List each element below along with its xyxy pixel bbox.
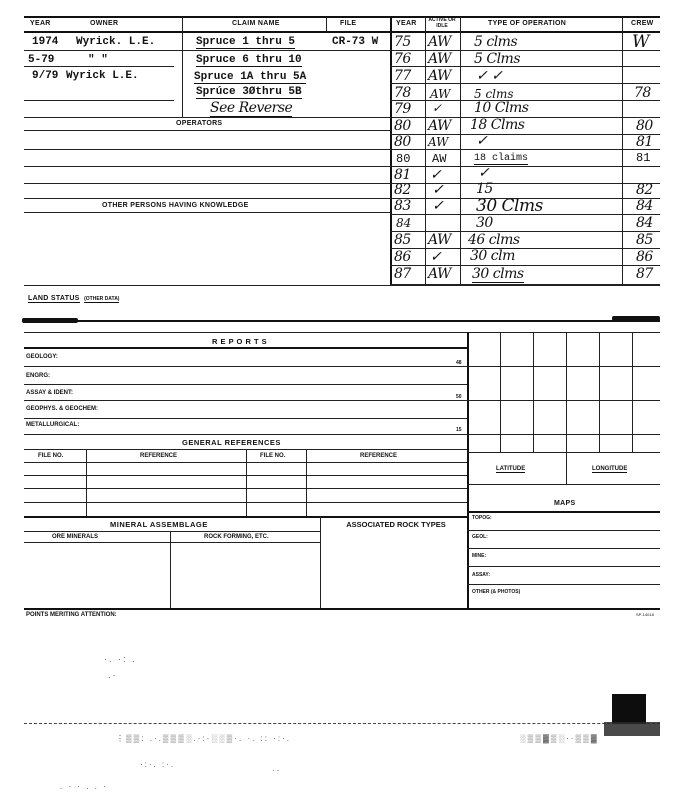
associated-rock-types-label: ASSOCIATED ROCK TYPES (346, 520, 446, 529)
scan-noise: . · · . . · (60, 782, 108, 791)
activity-operation: 30 (476, 215, 493, 231)
activity-year: 80 (394, 118, 411, 134)
other-persons-label: OTHER PERSONS HAVING KNOWLEDGE (102, 202, 249, 209)
owner-line-2 (24, 66, 174, 67)
active-type-divider (460, 17, 461, 285)
activity-year: 87 (394, 266, 411, 282)
owner-row-2-owner: " " (88, 54, 108, 66)
report-line-2 (24, 384, 467, 385)
header-rule (24, 31, 660, 33)
activity-crew: W (632, 32, 649, 52)
owner-row-2-year: 5-79 (28, 54, 55, 66)
report-geology-num: 48 (456, 360, 462, 366)
activity-status: ✓ (430, 249, 442, 265)
owner-row-4-claim: Sprúce 3Øthru 5B (196, 86, 302, 98)
land-status-label (28, 287, 119, 305)
operators-line-2 (24, 149, 390, 150)
ref-line-4 (24, 516, 467, 518)
reports-title: R E P O R T S (212, 337, 268, 346)
maps-title: MAPS (554, 500, 576, 507)
map-line-2 (467, 548, 660, 549)
col-year-header: YEAR (30, 20, 51, 27)
scan-block (612, 694, 646, 724)
assoc-divider (320, 516, 321, 608)
activity-operation: ✓ (476, 133, 488, 149)
activity-operation: 18 Clms (470, 117, 525, 133)
ref-col-file-no-1: FILE NO. (38, 453, 64, 459)
report-engrg-label: ENGRG: (26, 373, 50, 379)
mineral-assemblage-title: MINERAL ASSEMBLAGE (110, 520, 208, 529)
ref-col-reference-2: REFERENCE (360, 453, 398, 459)
activity-operation: 10 Clms (474, 100, 529, 116)
reports-title-rule (24, 347, 467, 349)
owner-row-1-year: 1974 (32, 36, 59, 48)
longitude-label: LONGITUDE (592, 466, 628, 472)
operators-line-4 (24, 183, 390, 184)
activity-year: 81 (394, 167, 411, 183)
activity-year: 85 (394, 232, 411, 248)
grid-h (467, 434, 660, 435)
year-active-divider (425, 17, 426, 285)
activity-status: AW (428, 68, 451, 84)
report-assay-num: 50 (456, 394, 462, 400)
scan-noise: ·:·. :·. (140, 760, 176, 769)
activity-year: 80 (394, 134, 411, 150)
activity-operation: 46 clms (468, 232, 520, 248)
ref-col-reference-1: REFERENCE (140, 453, 178, 459)
rock-forming-label: ROCK FORMING, ETC. (204, 534, 269, 540)
col-owner-header: OWNER (90, 20, 119, 27)
scan-noise: ░▒▒▓▒░··▒▒▓ (520, 734, 599, 743)
activity-status: AW (428, 51, 451, 67)
map-geol-label: GEOL: (472, 534, 488, 540)
owner-row-3-claim: Spruce 1A thru 5A (194, 71, 307, 83)
activity-crew: 80 (636, 118, 653, 134)
land-status-sub: (OTHER DATA) (84, 296, 120, 302)
mineral-divider (170, 531, 171, 608)
activity-status: AW (430, 87, 451, 101)
activity-status: ✓ (432, 182, 444, 198)
activity-operation: 18 claims (474, 153, 529, 164)
activity-status: AW (428, 135, 449, 149)
report-metallurgical-num: 15 (456, 427, 462, 433)
map-assay-label: ASSAY: (472, 572, 491, 578)
ref-divider-3 (306, 449, 307, 516)
activity-crew: 81 (636, 134, 653, 150)
maps-title-rule (467, 511, 660, 513)
activity-operation: 5 Clms (474, 51, 521, 67)
top-rule (24, 16, 660, 18)
activity-operation: ✓ (478, 165, 490, 181)
report-metallurgical-label: METALLURGICAL: (26, 422, 80, 428)
grid-h (467, 400, 660, 401)
report-line-1 (24, 366, 467, 367)
scan-block (604, 722, 660, 736)
grid-h (467, 366, 660, 367)
activity-crew: 87 (636, 266, 653, 282)
owner-row-1-claim: Spruce 1 thru 5 (196, 36, 296, 48)
activity-crew: 78 (634, 85, 651, 101)
report-line-3 (24, 400, 467, 401)
activity-crew: 82 (636, 182, 653, 198)
bottom-rule (24, 608, 660, 610)
owner-claim-divider (182, 17, 183, 117)
activity-crew: 84 (636, 215, 653, 231)
scan-noise: .· (108, 670, 118, 680)
activity-operation: 30 Clms (476, 196, 543, 216)
ref-divider-2 (246, 449, 247, 516)
mineral-col-rule (24, 542, 320, 543)
activity-operation: 15 (476, 181, 493, 197)
points-meriting-attention-label: POINTS MERITING ATTENTION: (26, 612, 117, 618)
operators-line-3 (24, 166, 390, 167)
activity-status: ✓ (432, 198, 444, 214)
scan-noise: ·· (272, 766, 282, 775)
report-assay-label: ASSAY & IDENT: (26, 390, 74, 396)
col-crew-header: CREW (631, 20, 654, 27)
owner-row-1-owner: Wyrick. L.E. (76, 36, 156, 48)
scan-noise: ·. ·: . (104, 654, 137, 664)
owner-row-3-year: 9/79 (32, 70, 59, 82)
owner-line-1 (24, 50, 390, 51)
general-references-title: GENERAL REFERENCES (182, 438, 281, 447)
reports-outer-top (24, 332, 660, 333)
activity-crew: 81 (636, 151, 651, 165)
activity-operation: 5 clms (474, 34, 518, 50)
owner-row-3-owner: Wyrick L.E. (66, 70, 139, 82)
latlong-bottom-rule (467, 484, 660, 485)
report-line-5 (24, 434, 467, 435)
col-year2-header: YEAR (396, 20, 417, 27)
see-reverse-note: See Reverse (210, 100, 293, 116)
other-persons-rule (24, 198, 390, 199)
grid-h (467, 452, 660, 453)
activity-status: AW (428, 266, 451, 282)
scan-noise: ⋮▒▒: .·.▒▒▒░.·:·░░▒·. ·. :: ·:·. (116, 734, 291, 743)
mineral-title-rule (24, 531, 320, 532)
activity-year: 78 (394, 85, 411, 101)
operators-line-1 (24, 130, 390, 131)
activity-year: 82 (394, 182, 411, 198)
activity-crew: 86 (636, 249, 653, 265)
activity-year: 75 (394, 34, 411, 50)
reports-top-band (22, 320, 660, 322)
col-type-operation-header: TYPE OF OPERATION (488, 20, 567, 27)
activity-year: 80 (396, 152, 411, 166)
latitude-label: LATITUDE (496, 466, 526, 472)
map-topog-label: TOPOG: (472, 515, 492, 521)
owner-row-2-claim: Spruce 6 thru 10 (196, 54, 302, 66)
ref-divider-1 (86, 449, 87, 516)
operators-label: OPERATORS (176, 120, 223, 127)
activity-status: AW (428, 34, 451, 50)
owner-line-3 (24, 100, 174, 101)
activity-status: ✓ (430, 167, 442, 183)
activity-line (390, 183, 660, 184)
other-persons-line (24, 212, 390, 213)
activity-year: 86 (394, 249, 411, 265)
land-status-title: LAND STATUS (28, 295, 80, 302)
activity-status: ✓ (432, 101, 443, 115)
activity-status: AW (428, 118, 451, 134)
map-line-1 (467, 530, 660, 531)
type-crew-divider (622, 17, 623, 285)
activity-status: AW (432, 152, 447, 166)
activity-year: 77 (394, 68, 411, 84)
ore-minerals-label: ORE MINERALS (52, 534, 99, 540)
activity-year: 76 (394, 51, 411, 67)
map-mine-label: MINE: (472, 553, 487, 559)
scan-band-line (24, 723, 660, 724)
activity-status: AW (428, 232, 451, 248)
ref-col-file-no-2: FILE NO. (260, 453, 286, 459)
col-claim-name-header: CLAIM NAME (232, 20, 280, 27)
operators-rule (24, 117, 390, 118)
owner-row-1-file: CR-73 W (332, 36, 379, 48)
activity-year: 83 (394, 198, 411, 214)
band-right-blob (612, 316, 660, 321)
activity-operation: 5 clms (474, 87, 514, 101)
activity-crew: 85 (636, 232, 653, 248)
activity-year: 79 (394, 101, 411, 117)
report-geophys-label: GEOPHYS. & GEOCHEM: (26, 406, 99, 412)
form-number: SP-14018 (636, 612, 654, 617)
activity-operation: 30 clms (472, 266, 524, 282)
activity-line (390, 149, 660, 150)
land-status-rule (24, 285, 660, 286)
claim-file-divider (326, 17, 327, 32)
activity-crew: 84 (636, 198, 653, 214)
activity-year: 84 (396, 216, 412, 230)
grid-v (566, 332, 567, 484)
col-active-idle-header: ACTIVE OR IDLE (428, 17, 456, 29)
map-other-label: OTHER (& PHOTOS) (472, 589, 521, 595)
col-file-header: FILE (340, 20, 357, 27)
activity-operation: 30 clm (470, 248, 515, 264)
activity-operation: ✓ ✓ (476, 68, 503, 84)
left-right-divider (390, 17, 392, 285)
report-line-4 (24, 418, 467, 419)
map-line-4 (467, 584, 660, 585)
report-geology-label: GEOLOGY: (26, 354, 58, 360)
map-line-3 (467, 566, 660, 567)
